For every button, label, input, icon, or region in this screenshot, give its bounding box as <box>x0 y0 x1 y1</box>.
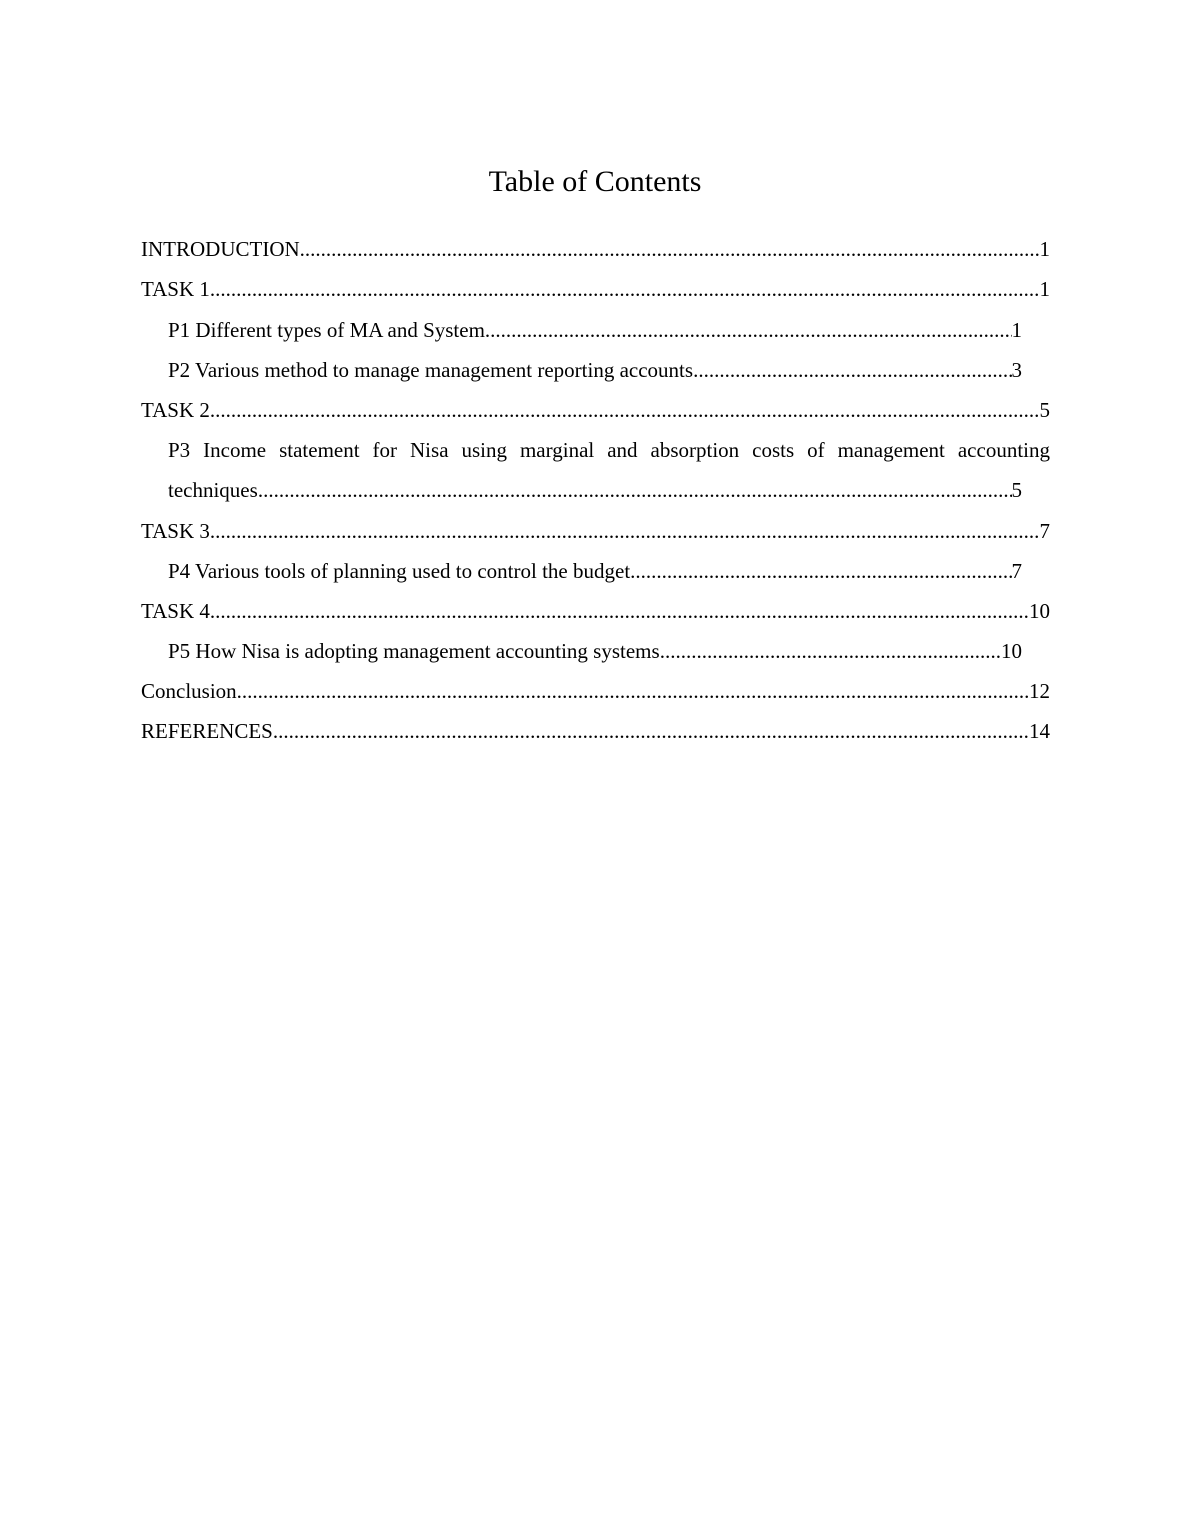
toc-page-number: 5 <box>1039 397 1050 422</box>
toc-entry-label: TASK 3 <box>141 518 210 543</box>
toc-entry-p5[interactable] <box>141 627 1050 667</box>
toc-entry-label: Conclusion <box>141 679 237 704</box>
toc-leader-dots <box>237 679 1029 703</box>
toc-page-number: 10 <box>1029 598 1050 623</box>
toc-page-number: 1 <box>1039 237 1050 262</box>
toc-page-number: 1 <box>1039 277 1050 302</box>
toc-leader-dots <box>660 639 1001 663</box>
toc-page-number: 1 <box>1011 317 1022 342</box>
toc-title: Table of Contents <box>488 165 702 198</box>
toc-leader-dots <box>300 237 1040 261</box>
toc-entry-p3-line-1[interactable] <box>141 426 1050 466</box>
toc-entry-introduction[interactable] <box>141 225 1050 265</box>
toc-entry-task-4[interactable] <box>141 587 1050 627</box>
toc-entry-label: TASK 4 <box>141 598 210 623</box>
toc-entry-task-3[interactable] <box>141 506 1050 546</box>
toc-page-number: 7 <box>1039 518 1050 543</box>
toc-entry-label: INTRODUCTION <box>141 237 300 262</box>
toc-page-number: 10 <box>1001 639 1022 664</box>
toc-leader-dots <box>258 478 1012 502</box>
toc-leader-dots <box>485 318 1012 342</box>
toc-entry-label: TASK 1 <box>141 277 210 302</box>
toc-entry-p4[interactable] <box>141 547 1050 587</box>
toc-entry-conclusion[interactable] <box>141 667 1050 707</box>
toc-entry-p1[interactable] <box>141 305 1050 345</box>
toc-page-number: 12 <box>1029 679 1050 704</box>
toc-leader-dots <box>210 277 1040 301</box>
toc-entry-label: REFERENCES <box>141 719 273 744</box>
toc-entry-label: P5 How Nisa is adopting management accounting systems <box>168 639 660 664</box>
toc-entry-label: P4 Various tools of planning used to control the budget <box>168 558 631 583</box>
toc-entry-p3-line-2[interactable] <box>141 466 1050 506</box>
toc-list <box>141 225 1050 747</box>
toc-leader-dots <box>210 599 1029 623</box>
toc-page-number: 7 <box>1011 558 1022 583</box>
toc-leader-dots <box>630 559 1011 583</box>
toc-entry-p2[interactable] <box>141 346 1050 386</box>
toc-page-number: 3 <box>1011 357 1022 382</box>
toc-entry-task-2[interactable] <box>141 386 1050 426</box>
toc-entry-label: TASK 2 <box>141 397 210 422</box>
toc-leader-dots <box>693 358 1011 382</box>
toc-entry-task-1[interactable] <box>141 265 1050 305</box>
toc-page-number: 14 <box>1029 719 1050 744</box>
toc-leader-dots <box>210 519 1040 543</box>
toc-page-number: 5 <box>1011 478 1022 503</box>
toc-entry-references[interactable] <box>141 707 1050 747</box>
toc-entry-label: techniques <box>168 478 258 503</box>
toc-leader-dots <box>210 398 1040 422</box>
toc-leader-dots <box>273 719 1029 743</box>
toc-entry-label: P2 Various method to manage management reporting accounts <box>168 357 694 382</box>
toc-entry-label: P1 Different types of MA and System <box>168 317 485 342</box>
toc-entry-label: P3 Income statement for Nisa using marginal and absorption costs of management accounting <box>168 438 1050 463</box>
